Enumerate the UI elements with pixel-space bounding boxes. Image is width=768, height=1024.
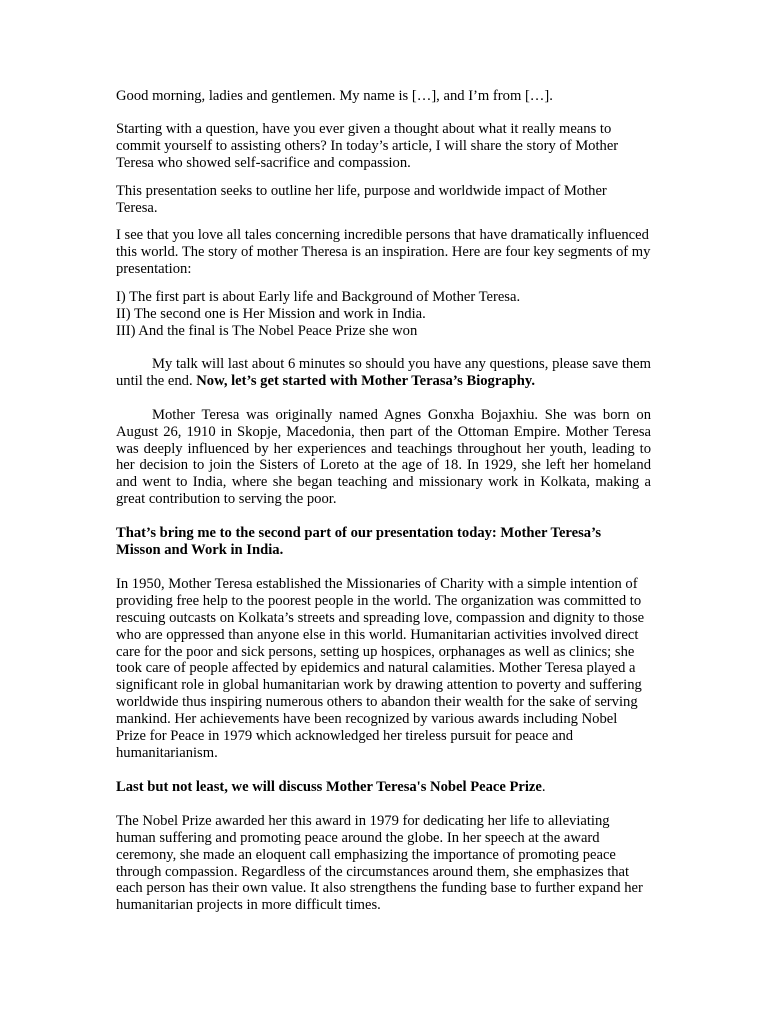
presentation-outline (116, 289, 651, 340)
nobel-heading: Last but not least, we will discuss Mother Teresa's Nobel Peace Prize (116, 778, 542, 795)
talk-length-text: My talk will last about 6 minutes so should you have any questions, please save them until the end. (116, 355, 651, 389)
document-page (116, 88, 651, 914)
outline-item: I) The first part is about Early life and Background of Mother Teresa. (116, 289, 521, 306)
biography-paragraph: Mother Teresa was originally named Agnes Gonxha Bojaxhiu. She was born on August 26, 1910 in Skopje, Macedonia, then part of the Ottoman Empire. Mother Teresa was deeply influenced by her experiences and teachings throughout her youth, leading to her decision to join the Sisters of Loreto at the age of 18. In 1929, she left her homeland and went to India, where she began teaching and missionary work in Kolkata, making a great contribution to serving the poor. (116, 406, 651, 508)
nobel-transition-paragraph (116, 779, 651, 796)
intro-question-paragraph: Starting with a question, have you ever given a thought about what it really means to commit yourself to assisting others? In today’s article, I will share the story of Mother Teresa who showed self-sacrifice and compassion. (116, 120, 619, 171)
biography-heading: Now, let’s get started with Mother Terasa’s Biography. (196, 372, 536, 389)
nobel-heading-period: . (541, 778, 546, 795)
outline-item: II) The second one is Her Mission and work in India. (116, 306, 426, 323)
segments-intro-paragraph: I see that you love all tales concerning incredible persons that have dramatically influenced this world. The story of mother Theresa is an inspiration. Here are four key segments of my presentation: (116, 227, 651, 278)
mission-paragraph: In 1950, Mother Teresa established the Missionaries of Charity with a simple intention of providing free help to the poorest people in the world. The organization was committed to rescuing outcasts on Kolkata’s streets and spreading love, compassion and dignity to those who are oppressed than anyone else in this world. Humanitarian activities involved direct care for the poor and sick persons, setting up hospices, orphanages as well as clinics; she took care of people affected by epidemics and natural calamities. Mother Teresa played a significant role in global humanitarian work by drawing attention to poverty and suffering worldwide thus inspiring numerous others to abandon their wealth for the sake of serving mankind. Her achievements have been recognized by various awards including Nobel Prize for Peace in 1979 which acknowledged her tireless pursuit for peace and humanitarianism. (116, 575, 645, 761)
purpose-paragraph: This presentation seeks to outline her life, purpose and worldwide impact of Mother Teresa. (116, 182, 607, 216)
mission-heading: That’s bring me to the second part of our presentation today: Mother Teresa’s Misson and Work in India. (116, 525, 602, 559)
nobel-paragraph: The Nobel Prize awarded her this award in 1979 for dedicating her life to alleviating human suffering and promoting peace around the globe. In her speech at the award ceremony, she made an eloquent call emphasizing the importance of promoting peace through compassion. Regardless of the circumstances around them, she emphasizes that each person has their own value. It also strengthens the funding base to further expand her humanitarian projects in more difficult times. (116, 812, 643, 914)
talk-length-paragraph (116, 356, 651, 390)
greeting-paragraph: Good morning, ladies and gentlemen. My name is […], and I’m from […]. (116, 88, 553, 104)
outline-item: III) And the final is The Nobel Peace Prize she won (116, 322, 418, 339)
